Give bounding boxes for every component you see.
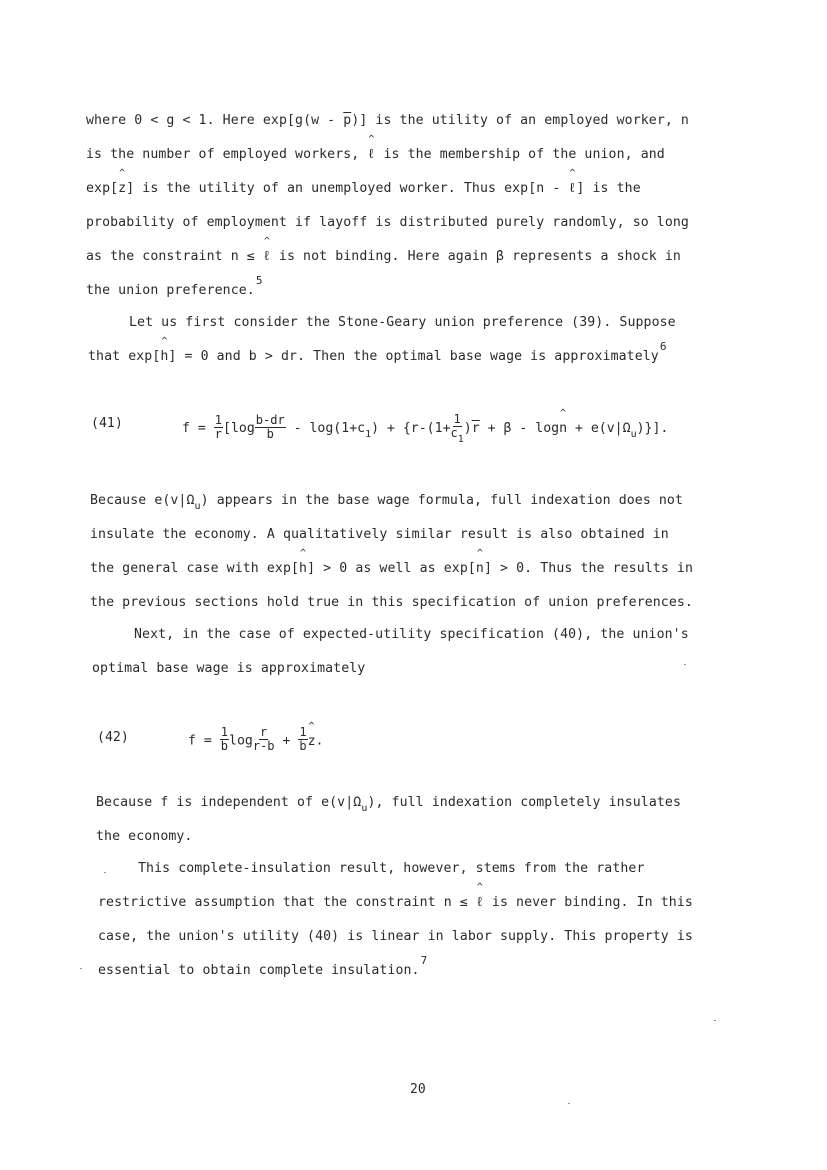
fraction-numerator: b-dr xyxy=(255,412,285,427)
fraction-numerator: 1 xyxy=(220,725,228,739)
fraction-numerator: r xyxy=(260,725,268,739)
subscript: u xyxy=(194,501,201,512)
text-line xyxy=(98,894,693,912)
text-line: the economy. xyxy=(96,829,193,844)
fraction xyxy=(450,412,464,445)
text-line xyxy=(86,180,641,198)
fraction xyxy=(220,726,229,753)
scan-speck xyxy=(104,872,106,873)
eq-text: + xyxy=(274,733,299,749)
text-segment: ), full indexation completely insulates xyxy=(367,795,681,810)
eq-text: f = xyxy=(182,421,214,436)
text-line: Let us first consider the Stone-Geary union preference (39). Suppose xyxy=(129,315,676,330)
footnote-marker: 5 xyxy=(255,274,263,287)
text-segment: is not binding. Here again β represents a shock in xyxy=(270,249,681,264)
eq-text: ) xyxy=(463,421,472,436)
fraction-numerator: 1 xyxy=(214,412,222,427)
fraction-numerator: 1 xyxy=(299,725,307,739)
eq-text: + β - log xyxy=(479,421,560,436)
eq-text: - log(1+c xyxy=(285,421,366,436)
text-line: optimal base wage is approximately xyxy=(92,661,366,676)
h-hat-symbol: ^ h xyxy=(299,560,307,578)
text-line xyxy=(88,340,667,366)
subscript: u xyxy=(630,429,637,440)
text-segment: as the constraint n ≤ xyxy=(86,249,263,264)
fraction-denominator: b xyxy=(266,426,274,441)
text-segment: Because f is independent of e(v|Ω xyxy=(96,795,362,810)
text-segment: exp[ xyxy=(86,181,119,196)
eq-text: [log xyxy=(223,421,255,436)
fraction xyxy=(253,726,275,753)
ell-hat-symbol: ^ ℓ xyxy=(367,146,375,164)
text-line: case, the union's utility (40) is linear in labor supply. This property is xyxy=(98,929,693,944)
p-bar-symbol: $\overline{p}$ xyxy=(343,113,352,128)
n-hat-symbol: ^ n xyxy=(476,560,484,578)
eq-text: ) + {r-(1+ xyxy=(371,421,451,436)
text-segment: ] = 0 and b > dr. Then the optimal base wage is approximately xyxy=(168,349,659,364)
scan-speck xyxy=(684,664,686,665)
text-line: insulate the economy. A qualitatively similar result is also obtained in xyxy=(90,527,669,542)
scan-speck xyxy=(714,1020,716,1021)
footnote-marker: 7 xyxy=(420,954,428,967)
text-line xyxy=(86,112,689,130)
ell-hat-symbol: ^ ℓ xyxy=(476,894,484,912)
equation-41 xyxy=(182,412,669,445)
text-line xyxy=(86,248,681,266)
fraction xyxy=(214,414,223,441)
footnote-marker: 6 xyxy=(659,340,667,353)
eq-text: log xyxy=(229,733,253,749)
eq-text: . xyxy=(315,733,324,749)
text-line xyxy=(86,274,263,300)
scan-speck xyxy=(568,1103,570,1104)
h-hat-symbol: ^ h xyxy=(160,348,168,366)
subscript: 1 xyxy=(365,429,372,440)
text-line xyxy=(90,492,683,511)
text-segment: the union preference. xyxy=(86,283,255,298)
fraction-denominator xyxy=(450,426,464,445)
ell-hat-symbol: ^ ℓ xyxy=(568,180,576,198)
fraction-den-text: c xyxy=(450,426,458,440)
fraction-numerator: 1 xyxy=(453,412,461,426)
text-line: the previous sections hold true in this specification of union preferences. xyxy=(90,595,693,610)
fraction xyxy=(298,726,307,753)
text-segment: ] > 0 as well as exp[ xyxy=(307,561,476,576)
text-segment: ] is the utility of an unemployed worker. Thus exp[n - xyxy=(126,181,569,196)
eq-text: f = xyxy=(188,733,220,749)
equation-number: (41) xyxy=(91,416,123,431)
equation-number: (42) xyxy=(97,730,129,745)
text-segment: restrictive assumption that the constraint n ≤ xyxy=(98,895,476,910)
subscript: u xyxy=(361,803,368,814)
text-segment: ] > 0. Thus the results in xyxy=(483,561,693,576)
text-line xyxy=(86,146,665,164)
text-line xyxy=(90,560,693,578)
eq-text: )}]. xyxy=(636,421,669,436)
equation-42 xyxy=(188,727,323,754)
fraction-denominator: r xyxy=(214,426,222,441)
text-segment: ] is the xyxy=(576,181,641,196)
z-hat-symbol: ^ z xyxy=(118,180,126,198)
n-hat-symbol: ^ n xyxy=(559,420,567,438)
text-segment: is the number of employed workers, xyxy=(86,147,368,162)
fraction xyxy=(255,414,286,441)
ell-hat-symbol: ^ ℓ xyxy=(263,248,271,266)
text-segment: ) appears in the base wage formula, full indexation does not xyxy=(200,493,684,508)
text-segment: is never binding. In this xyxy=(483,895,693,910)
text-line: Next, in the case of expected-utility specification (40), the union's xyxy=(134,627,689,642)
text-segment: where 0 < g < 1. Here exp[g(w - xyxy=(86,113,344,128)
text-line xyxy=(96,794,681,813)
text-segment: essential to obtain complete insulation. xyxy=(98,963,420,978)
z-hat-symbol: ^ z xyxy=(308,733,316,751)
text-segment: is the membership of the union, and xyxy=(375,147,665,162)
text-line: probability of employment if layoff is distributed purely randomly, so long xyxy=(86,215,689,230)
fraction-denominator: r-b xyxy=(252,739,275,753)
text-segment: that exp[ xyxy=(88,349,161,364)
text-segment: Because e(v|Ω xyxy=(90,493,195,508)
scan-speck xyxy=(80,968,82,969)
text-segment: the general case with exp[ xyxy=(90,561,300,576)
text-line xyxy=(98,954,428,980)
subscript: 1 xyxy=(457,434,464,445)
text-segment: )] is the utility of an employed worker, n xyxy=(351,113,689,128)
fraction-denominator: b xyxy=(299,739,307,753)
fraction-denominator: b xyxy=(220,739,228,753)
r-bar-symbol: $\overline{r}$ xyxy=(471,421,480,436)
page-number: 20 xyxy=(410,1082,426,1097)
eq-text: + e(v|Ω xyxy=(567,421,631,436)
text-line: This complete-insulation result, however, stems from the rather xyxy=(138,861,645,876)
